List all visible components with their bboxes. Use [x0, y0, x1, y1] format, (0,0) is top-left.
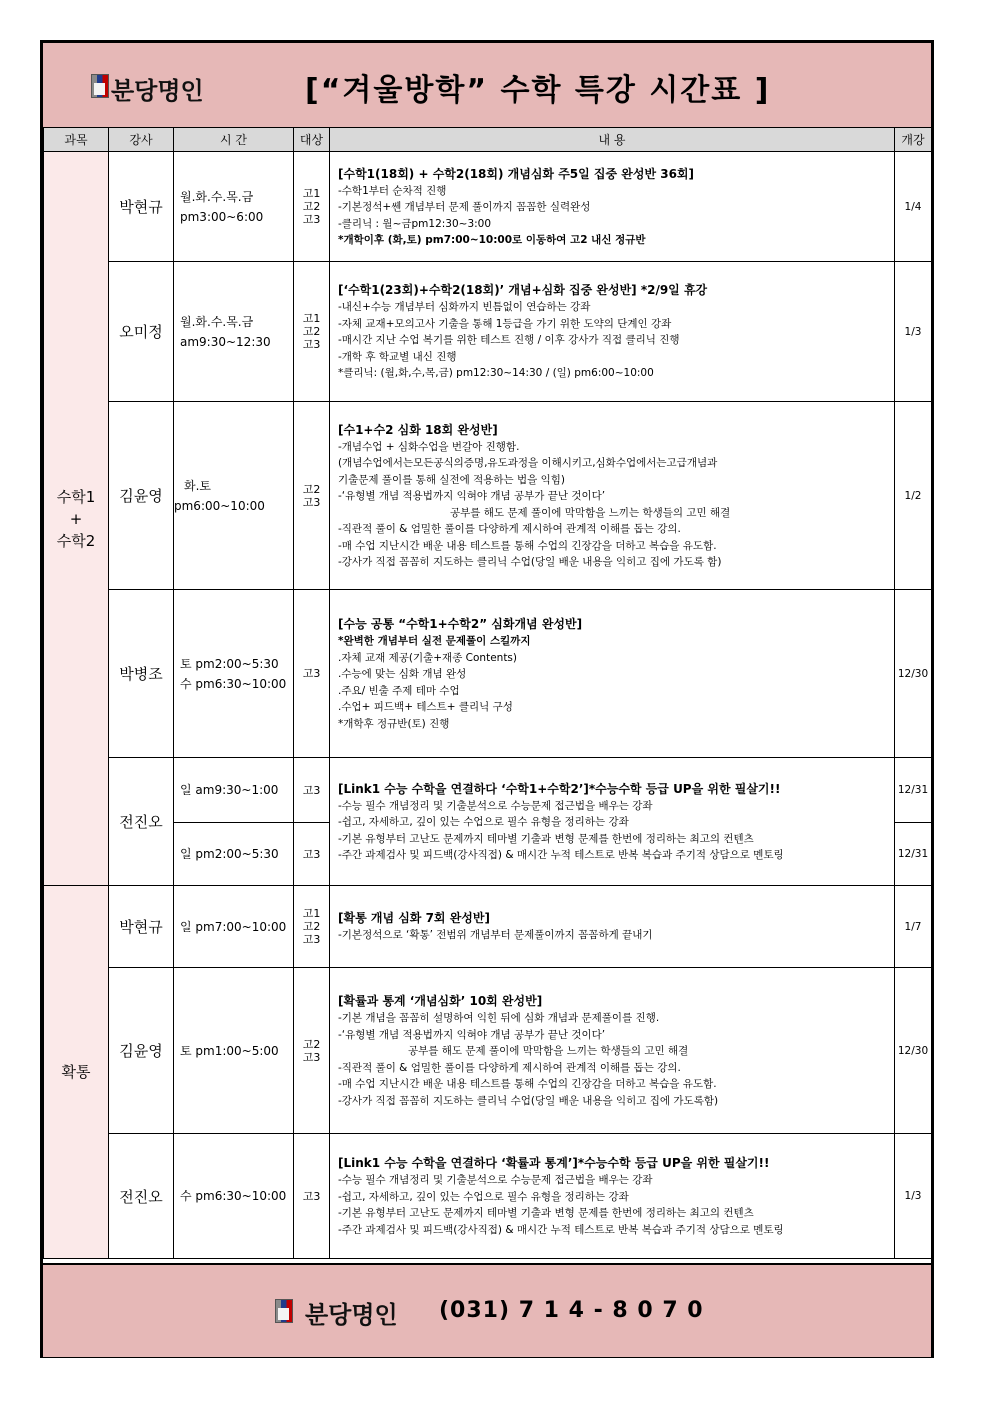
- target-cell: [294, 590, 330, 758]
- target-grade: 고2: [302, 325, 321, 338]
- open-date: 12/30: [895, 590, 932, 758]
- target-grade: 고2: [302, 920, 321, 933]
- target-grade: 고3: [302, 495, 321, 509]
- target-grade: 고3: [302, 338, 321, 351]
- content-line: -기본정석+쎈 개념부터 문제 풀이까지 꼼꼼한 실력완성: [338, 201, 591, 213]
- content-line: -기본 유형부터 고난도 문제까지 테마별 기출과 변형 문제를 한번에 정리하는 최고의 컨텐츠: [338, 1207, 754, 1219]
- time-slot: 일 am9:30~1:00: [180, 783, 279, 797]
- course-heading: [수능 공통 “수학1+수학2” 심화개념 완성반]: [338, 617, 583, 631]
- content-line: *완벽한 개념부터 실전 문제풀이 스킬까지: [338, 635, 531, 647]
- open-date: 1/4: [895, 152, 932, 262]
- time-cell: [174, 758, 294, 823]
- content-line: -수능 필수 개념정리 및 기출분석으로 수능문제 접근법을 배우는 강좌: [338, 799, 653, 812]
- time-cell: [174, 1134, 294, 1259]
- content-line: -매 수업 지난시간 배운 내용 테스트를 통해 수업의 긴장감을 더하고 복습을 유도함.: [338, 539, 717, 552]
- content-line: -기본 개념을 꼼꼼히 설명하여 익힌 뒤에 심화 개념과 문제풀이를 진행.: [338, 1012, 660, 1024]
- content-line: 공부를 해도 문제 풀이에 막막함을 느끼는 학생들의 고민 해결: [450, 506, 731, 519]
- subject-label: 수학1 + 수학2: [56, 487, 96, 550]
- time-days: 월.화.수.목.금: [180, 314, 254, 329]
- content-line: (개념수업에서는모든공식의증명,유도과정을 이해시키고,심화수업에서는고급개념과: [338, 457, 718, 469]
- content-line: -주간 과제검사 및 피드백(강사직접) & 매시간 누적 테스트로 반복 복습과 주기적 상담으로 멘토링: [338, 849, 784, 861]
- time-days: 월.화.수.목.금: [180, 189, 254, 204]
- document-footer: [43, 1263, 931, 1357]
- time-slot: 수 pm6:30~10:00: [180, 676, 287, 691]
- time-slot: 일 pm7:00~10:00: [180, 919, 287, 934]
- content-line: 기출문제 풀이를 통해 실전에 적용하는 법을 익힘): [338, 473, 565, 486]
- target-cell: [294, 152, 330, 262]
- target-cell: [294, 1134, 330, 1259]
- teacher-cell: 전진오: [109, 758, 174, 886]
- target-cell: [294, 402, 330, 590]
- col-subject: 과목: [44, 128, 109, 152]
- open-date: 12/31: [895, 823, 932, 886]
- open-date: 12/30: [895, 968, 932, 1134]
- content-line: -‘유형별 개념 적용법까지 익혀야 개념 공부가 끝난 것이다’: [338, 490, 606, 502]
- target-cell: [294, 968, 330, 1134]
- course-heading: [수학1(18회) + 수학2(18회) 개념심화 주5일 집중 완성반 36회]: [338, 166, 695, 181]
- open-date: 1/2: [895, 402, 932, 590]
- target-grade: 고3: [302, 1050, 321, 1064]
- target-grade: 고2: [302, 482, 321, 496]
- time-slot: 토 pm1:00~5:00: [180, 1043, 279, 1058]
- target-cell: [294, 823, 330, 886]
- content-line: -자체 교재+모의고사 기출을 통해 1등급을 가기 위한 도약의 단계인 강좌: [338, 317, 672, 330]
- academy-logo-icon: [91, 74, 109, 98]
- time-cell: [174, 402, 294, 590]
- content-line: -클리닉 : 월~금pm12:30~3:00: [338, 217, 492, 230]
- course-heading: [Link1 수능 수학을 연결하다 ‘수학1+수학2’]*수능수학 등급 UP을 위한 필살기!!: [338, 781, 781, 796]
- target-grade: 고3: [302, 783, 321, 797]
- target-cell: [294, 262, 330, 402]
- time-slot: 수 pm6:30~10:00: [180, 1189, 287, 1203]
- target-grade: 고3: [302, 213, 321, 226]
- content-line: -강사가 직접 꼼꼼히 지도하는 클리닉 수업(당일 배운 내용을 익히고 집에 가도록함): [338, 1094, 719, 1107]
- content-line: -쉽고, 자세하고, 깊이 있는 수업으로 필수 유형을 정리하는 강좌: [338, 816, 629, 828]
- teacher-cell: 박현규: [109, 152, 174, 262]
- content-line: *클리닉: (월,화,수,목,금) pm12:30~14:30 / (일) pm6:00~10:00: [338, 367, 654, 380]
- target-grade: 고3: [302, 847, 321, 861]
- content-line: *개학이후 (화,토) pm7:00~10:00로 이동하여 고2 내신 정규반: [338, 234, 646, 246]
- content-line: -개학 후 학교별 내신 진행: [338, 350, 457, 363]
- target-cell: [294, 886, 330, 968]
- content-line: -수학1부터 순차적 진행: [338, 184, 447, 197]
- content-line: *개학후 정규반(토) 진행: [338, 717, 450, 730]
- target-grade: 고3: [302, 1189, 321, 1203]
- table-row: [44, 758, 932, 823]
- document-header: [43, 43, 931, 129]
- content-cell: [330, 262, 895, 402]
- content-line: .주요/ 빈출 주제 테마 수업: [338, 684, 460, 697]
- time-cell: [174, 886, 294, 968]
- col-teacher: 강사: [109, 128, 174, 152]
- target-cell: [294, 758, 330, 823]
- content-line: .자체 교재 제공(기출+재종 Contents): [338, 651, 518, 664]
- table-header-row: [44, 128, 932, 152]
- content-line: -직관적 풀이 & 엄밀한 풀이를 다양하게 제시하여 관계적 이해를 돕는 강의.: [338, 523, 681, 535]
- col-open: 개강: [895, 128, 932, 152]
- table-row: [44, 590, 932, 758]
- teacher-cell: 오미정: [109, 262, 174, 402]
- target-grade: 고1: [302, 187, 321, 200]
- academy-logo-icon: [275, 1299, 293, 1323]
- table-row: [44, 968, 932, 1134]
- content-line: -내신+수능 개념부터 심화까지 빈틈없이 연습하는 강좌: [338, 301, 591, 314]
- content-cell: [330, 758, 895, 886]
- target-grade: 고3: [302, 667, 321, 680]
- content-line: -주간 과제검사 및 피드백(강사직접) & 매시간 누적 테스트로 반복 복습과 주기적 상담으로 멘토링: [338, 1223, 784, 1236]
- content-line: -기본 유형부터 고난도 문제까지 테마별 기출과 변형 문제를 한번에 정리하는 최고의 컨텐츠: [338, 832, 754, 845]
- content-line: 공부를 해도 문제 풀이에 막막함을 느끼는 학생들의 고민 해결: [408, 1045, 689, 1057]
- table-row: [44, 886, 932, 968]
- document-title: [“겨울방학” 수학 특강 시간표 ]: [305, 73, 771, 108]
- table-row: [44, 1134, 932, 1259]
- content-cell: [330, 968, 895, 1134]
- time-cell: [174, 152, 294, 262]
- content-line: -매 수업 지난시간 배운 내용 테스트를 통해 수업의 긴장감을 더하고 복습을 유도함.: [338, 1078, 717, 1090]
- content-cell: [330, 152, 895, 262]
- content-cell: [330, 886, 895, 968]
- content-line: -‘유형별 개념 적용법까지 익혀야 개념 공부가 끝난 것이다’: [338, 1028, 606, 1041]
- time-hours: pm3:00~6:00: [180, 209, 264, 224]
- table-row: [44, 262, 932, 402]
- open-date: 1/7: [895, 886, 932, 968]
- col-target: 대상: [294, 128, 330, 152]
- time-cell: [174, 823, 294, 886]
- time-days: 화.토: [184, 478, 211, 493]
- content-line: -기본정석으로 ‘확통’ 전범위 개념부터 문제풀이까지 꼼꼼하게 끝내기: [338, 929, 653, 942]
- col-content: 내 용: [330, 128, 895, 152]
- content-cell: [330, 1134, 895, 1259]
- content-line: .수업+ 피드백+ 테스트+ 클리닉 구성: [338, 701, 513, 713]
- course-heading: [Link1 수능 수학을 연결하다 ‘확률과 통계’]*수능수학 등급 UP을 위한 필살기!!: [338, 1156, 770, 1170]
- col-time: 시 간: [174, 128, 294, 152]
- timetable-document: [40, 40, 934, 1358]
- content-line: -강사가 직접 꼼꼼히 지도하는 클리닉 수업(당일 배운 내용을 익히고 집에 가도록 함): [338, 556, 722, 568]
- content-line: -매시간 지난 수업 복기를 위한 테스트 진행 / 이후 강사가 직접 클리닉 진행: [338, 334, 680, 347]
- content-line: .수능에 맞는 심화 개념 완성: [338, 668, 467, 680]
- target-grade: 고2: [302, 200, 321, 213]
- content-line: -직관적 풀이 & 엄밀한 풀이를 다양하게 제시하여 관계적 이해를 돕는 강의.: [338, 1061, 681, 1074]
- time-slot: 일 pm2:00~5:30: [180, 847, 279, 861]
- target-grade: 고1: [302, 312, 321, 325]
- target-grade: 고2: [302, 1037, 321, 1051]
- course-heading: [확통 개념 심화 7회 완성반]: [338, 911, 490, 926]
- time-cell: [174, 262, 294, 402]
- schedule-table: [43, 127, 932, 1259]
- time-cell: [174, 968, 294, 1134]
- teacher-cell: 박병조: [109, 590, 174, 758]
- course-heading: [확률과 통계 ‘개념심화’ 10회 완성반]: [338, 994, 543, 1008]
- teacher-cell: 전진오: [109, 1134, 174, 1259]
- footer-phone: (031) 7 1 4 - 8 0 7 0: [439, 1298, 704, 1323]
- open-date: 1/3: [895, 1134, 932, 1259]
- teacher-cell: 김윤영: [109, 402, 174, 590]
- open-date: 1/3: [895, 262, 932, 402]
- content-line: -쉽고, 자세하고, 깊이 있는 수업으로 필수 유형을 정리하는 강좌: [338, 1190, 629, 1203]
- content-line: -개념수업 + 심화수업을 번갈아 진행함.: [338, 440, 520, 453]
- content-cell: [330, 402, 895, 590]
- course-heading: [수1+수2 심화 18회 완성반]: [338, 422, 498, 437]
- course-heading: [‘수학1(23회)+수학2(18회)’ 개념+심화 집중 완성반] *2/9일 휴강: [338, 283, 708, 298]
- header-brand: 분당명인: [111, 77, 204, 105]
- target-grade: 고1: [302, 907, 321, 920]
- content-cell: [330, 590, 895, 758]
- table-row: [44, 152, 932, 262]
- time-hours: pm6:00~10:00: [174, 498, 265, 513]
- teacher-cell: 김윤영: [109, 968, 174, 1134]
- table-row: [44, 402, 932, 590]
- time-slot: 토 pm2:00~5:30: [180, 656, 279, 671]
- content-line: -수능 필수 개념정리 및 기출분석으로 수능문제 접근법을 배우는 강좌: [338, 1174, 653, 1186]
- open-date: 12/31: [895, 758, 932, 823]
- subject-cell: [44, 152, 109, 886]
- subject-cell: 확통: [44, 886, 109, 1259]
- footer-brand: 분당명인: [305, 1301, 398, 1329]
- target-grade: 고3: [302, 933, 321, 946]
- time-cell: [174, 590, 294, 758]
- time-hours: am9:30~12:30: [180, 334, 271, 349]
- teacher-cell: 박현규: [109, 886, 174, 968]
